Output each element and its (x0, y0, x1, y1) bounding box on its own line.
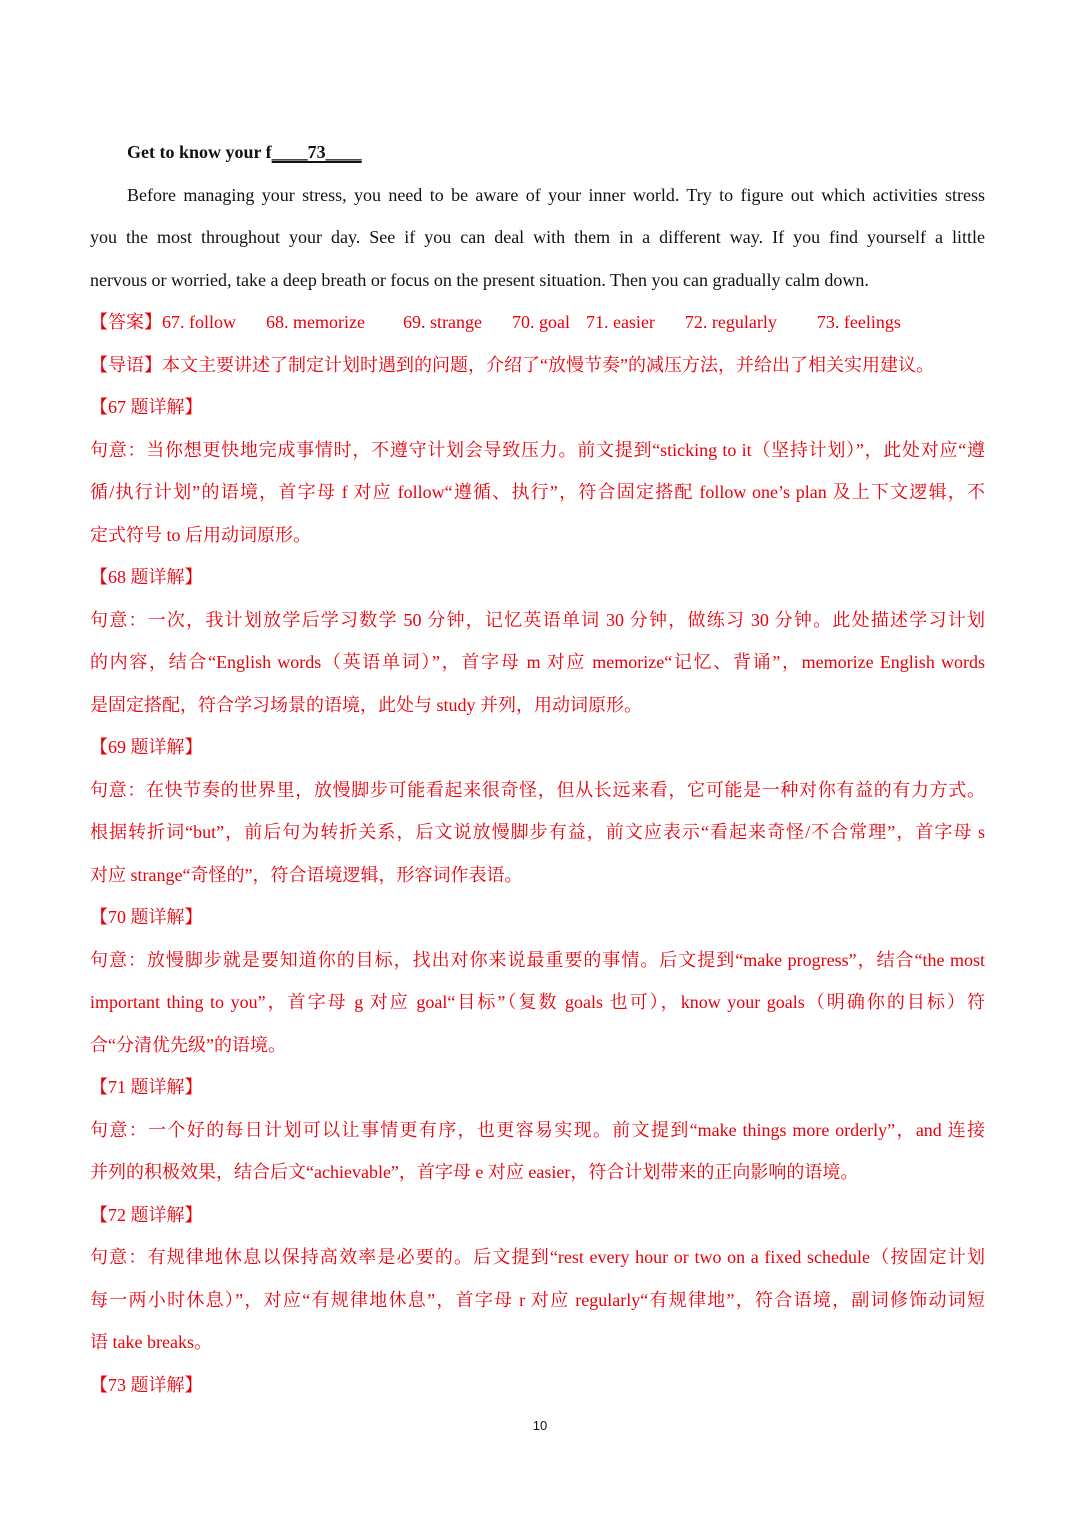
explanation-line: 根据转折词“but”，前后句为转折关系，后文说放慢脚步有益，前文应表示“看起来奇怪/不合常理”，首字母 s (90, 822, 985, 842)
page-content (90, 131, 985, 1406)
answer-item: 72. regularly (684, 312, 777, 332)
explanation-title-71: 【71 题详解】 (90, 1077, 203, 1097)
answer-item: 69. strange (402, 312, 482, 332)
explanation-title-68: 【68 题详解】 (90, 567, 203, 587)
explanation-line: 每一两小时休息）”，对应“有规律地休息”，首字母 r 对应 regularly“有规律地”，符合语境，副词修饰动词短 (90, 1289, 985, 1310)
passage-line: Before managing your stress, you need to be aware of your inner world. Try to figure out which activities stress (127, 184, 985, 205)
answer-item: 70. goal (511, 312, 570, 332)
heading-blank-73: ____73____ (271, 142, 362, 162)
answer-item: 73. feelings (816, 312, 901, 332)
answer-key (90, 301, 985, 344)
explanation-line: 语 take breaks。 (90, 1332, 212, 1352)
explanation-title-67: 【67 题详解】 (90, 397, 203, 417)
explanation-line: 的内容，结合“English words（英语单词）”，首字母 m 对应 memorize“记忆、背诵”，memorize English words (90, 652, 985, 672)
answer-item: 68. memorize (266, 312, 365, 332)
section-heading (90, 131, 985, 174)
explanation-line: 对应 strange“奇怪的”，符合语境逻辑，形容词作表语。 (90, 864, 523, 885)
explanation-line: 句意：有规律地休息以保持高效率是必要的。后文提到“rest every hour or two on a fixed schedule（按固定计划 (90, 1247, 985, 1267)
explanation-line: 是固定搭配，符合学习场景的语境，此处与 study 并列，用动词原形。 (90, 694, 643, 715)
explanation-title-72: 【72 题详解】 (90, 1204, 203, 1225)
explanation-line: 合“分清优先级”的语境。 (90, 1034, 286, 1055)
passage-line: you the most throughout your day. See if you can deal with them in a different way. If you find yourself a little (90, 227, 985, 247)
explanation-line: 定式符号 to 后用动词原形。 (90, 524, 311, 545)
passage-line: nervous or worried, take a deep breath or focus on the present situation. Then you can gradually calm down. (90, 269, 869, 290)
explanation-title-70: 【70 题详解】 (90, 907, 203, 927)
explanation-line: 并列的积极效果，结合后文“achievable”，首字母 e 对应 easier，符合计划带来的正向影响的语境。 (90, 1162, 859, 1182)
explanation-line: 句意：一次，我计划放学后学习数学 50 分钟，记忆英语单词 30 分钟，做练习 30 分钟。此处描述学习计划 (90, 609, 985, 630)
explanation-line: important thing to you”，首字母 g 对应 goal“目标”（复数 goals 也可），know your goals（明确你的目标）符 (90, 992, 985, 1012)
page-number: 10 (532, 1418, 548, 1433)
explanation-title-73: 【73 题详解】 (90, 1374, 203, 1395)
explanation-line: 句意：放慢脚步就是要知道你的目标，找出对你来说最重要的事情。后文提到“make progress”，结合“the most (90, 949, 985, 970)
answer-label: 【答案】 (90, 312, 162, 332)
explanation-title-69: 【69 题详解】 (90, 737, 203, 757)
explanation-line: 句意：一个好的每日计划可以让事情更有序，也更容易实现。前文提到“make things more orderly”，and 连接 (90, 1119, 985, 1140)
explanation-line: 循/执行计划”的语境，首字母 f 对应 follow“遵循、执行”，符合固定搭配 follow one’s plan 及上下文逻辑，不 (90, 482, 985, 502)
intro-text: 【导语】本文主要讲述了制定计划时遇到的问题，介绍了“放慢节奏”的减压方法，并给出了相关实用建议。 (90, 354, 934, 375)
answer-item: 67. follow (162, 312, 236, 332)
explanation-line: 句意：当你想更快地完成事情时，不遵守计划会导致压力。前文提到“sticking to it（坚持计划）”，此处对应“遵 (90, 439, 985, 460)
explanation-line: 句意：在快节奏的世界里，放慢脚步可能看起来很奇怪，但从长远来看，它可能是一种对你有益的有力方式。 (90, 779, 985, 800)
section-heading-text: Get to know your f (127, 142, 272, 162)
answer-item: 71. easier (585, 312, 655, 332)
